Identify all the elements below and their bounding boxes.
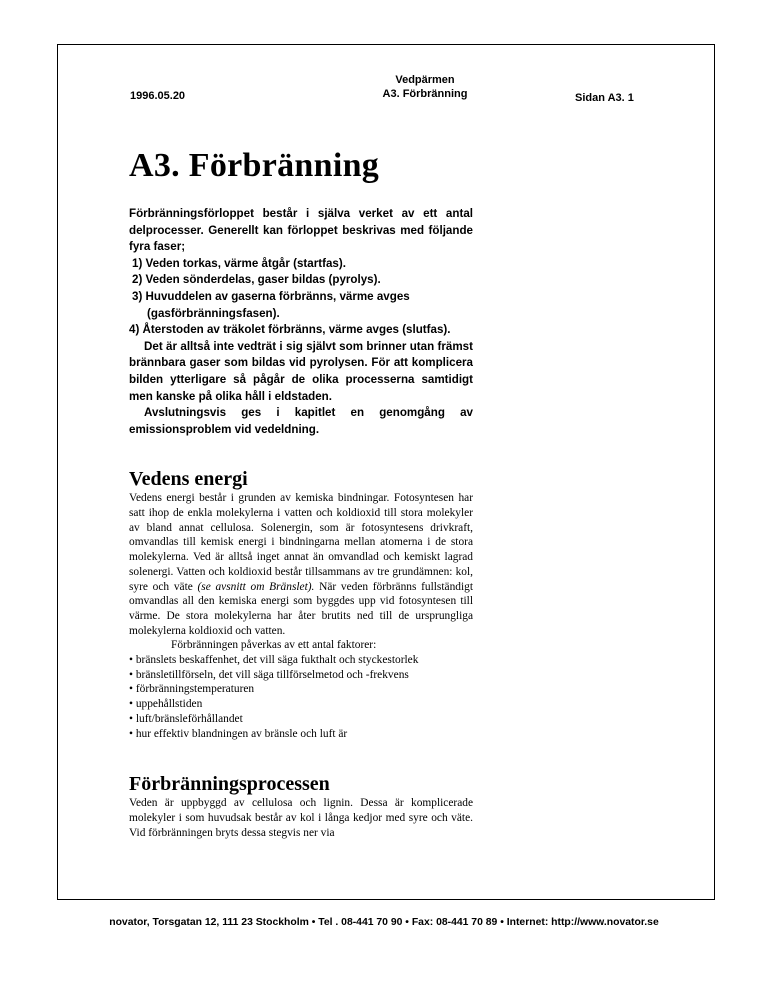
factor-list xyxy=(129,653,473,741)
body-text-part: När veden förbränns fullständigt omvandlas all den kemiska energi som byggdes upp vid fotosyntesen till värme. De stora molekylerna har åter brutits ned till de ursprungliga molekylerna koldioxid och vatten. xyxy=(129,580,473,637)
main-content xyxy=(129,146,473,840)
intro-paragraph: Avslutningsvis ges i kapitlet en genomgång av emissionsproblem vid vedeldning. xyxy=(129,406,473,436)
body-text xyxy=(129,491,473,653)
list-item: • förbränningstemperaturen xyxy=(129,683,255,696)
list-item: • bränslets beskaffenhet, det vill säga fukthalt och styckestorlek xyxy=(129,654,419,667)
phase-item: 3) Huvuddelen av gaserna förbränns, värme avges xyxy=(132,289,410,303)
list-item: • bränsletillförseln, det vill säga tillförselmetod och -frekvens xyxy=(129,668,409,681)
intro-block xyxy=(129,206,473,438)
body-paragraph xyxy=(129,491,473,638)
header-binder: Vedpärmen xyxy=(395,74,455,86)
phase-item: 4) Återstoden av träkolet förbränns, värme avges (slutfas). xyxy=(129,323,451,337)
body-text-part: Vedens energi består i grunden av kemiska bindningar. Fotosyntesen har satt ihop de enkla molekylerna i vatten och koldioxid till stora molekyler av bland annat cellulosa. Solenergin, som är fotosyntesens drivkraft, omvandlas till kemisk energi i bindningarna mellan atomerna i de stora molekylerna. Ved är alltså inget annat än omvandlad och kemiskt lagrad solenergi. Vatten och koldioxid består tillsammans av tre grundämnen: kol, syre och väte xyxy=(129,492,473,593)
list-item: • luft/bränsleförhållandet xyxy=(129,712,243,725)
list-item: • uppehållstiden xyxy=(129,698,203,711)
phase-item: 2) Veden sönderdelas, gaser bildas (pyrolys). xyxy=(132,273,381,287)
intro-paragraph: Det är alltså inte vedträt i sig självt som brinner utan främst brännbara gaser som bildas vid pyrolysen. För att komplicera bilden ytterligare så pågår de olika processerna samtidigt men kanske på olika håll i eldstaden. xyxy=(129,339,473,403)
footer-contact: novator, Torsgatan 12, 111 23 Stockholm • Tel . 08-441 70 90 • Fax: 08-441 70 89 • Internet: http://www.novator.se xyxy=(109,917,659,928)
header-date: 1996.05.20 xyxy=(130,90,186,102)
section-vedens-energi xyxy=(129,467,473,741)
cross-reference: (se avsnitt om Bränslet). xyxy=(197,580,315,593)
section-heading: Förbränningsprocessen xyxy=(129,773,330,796)
section-heading: Vedens energi xyxy=(129,468,248,491)
page-title: A3. Förbränning xyxy=(129,147,380,184)
intro-paragraph: Förbränningsförloppet består i själva verket av ett antal delprocesser. Generellt kan förloppet beskrivas med följande fyra faser; xyxy=(129,207,473,254)
list-item: • hur effektiv blandningen av bränsle och luft är xyxy=(129,727,348,740)
header-page-number: Sidan A3. 1 xyxy=(575,92,634,104)
body-paragraph: Förbränningen påverkas av ett antal faktorer: xyxy=(171,639,377,652)
section-forbranningsprocessen xyxy=(129,772,473,840)
phase-item-continued: (gasförbränningsfasen). xyxy=(147,306,280,320)
body-paragraph: Veden är uppbyggd av cellulosa och lignin. Dessa är komplicerade molekyler i som huvudsak består av kol i långa kedjor med syre och väte. Vid förbränningen bryts dessa stegvis ner via xyxy=(129,797,473,839)
phase-item: 1) Veden torkas, värme åtgår (startfas). xyxy=(132,256,346,270)
header-chapter-block xyxy=(340,73,510,101)
header-chapter: A3. Förbränning xyxy=(382,88,468,100)
